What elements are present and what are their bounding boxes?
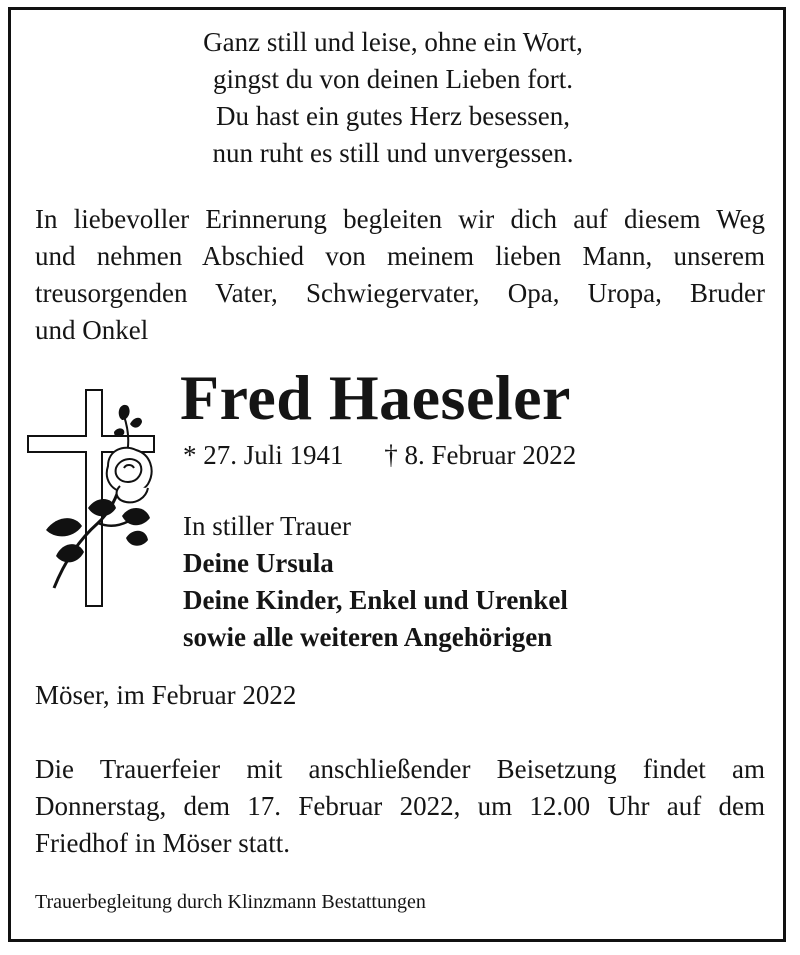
intro-line: treusorgenden Vater, Schwiegervater, Opa, Uropa, Bruder	[35, 278, 765, 308]
birth-date: * 27. Juli 1941	[183, 440, 344, 470]
poem-line: nun ruht es still und unvergessen.	[212, 138, 574, 168]
place-date: Möser, im Februar 2022	[35, 680, 297, 710]
undertaker-note: Trauerbegleitung durch Klinzmann Bestattungen	[35, 891, 426, 913]
mourners-intro: In stiller Trauer	[183, 511, 351, 541]
intro-line: In liebevoller Erinnerung begleiten wir dich auf diesem Weg	[35, 204, 765, 234]
intro-line: und Onkel	[35, 315, 149, 345]
intro-text	[35, 201, 765, 349]
cross-with-rose-icon	[26, 388, 166, 610]
mourner-line: Deine Kinder, Enkel und Urenkel	[183, 585, 568, 615]
mourner-line: Deine Ursula	[183, 548, 334, 578]
funeral-notice	[35, 751, 765, 862]
deceased-name: Fred Haeseler	[180, 362, 571, 433]
mourner-line: sowie alle weiteren Angehörigen	[183, 622, 553, 652]
funeral-line: Friedhof in Möser statt.	[35, 828, 290, 858]
mourners	[183, 508, 568, 656]
poem-line: Ganz still und leise, ohne ein Wort,	[203, 27, 583, 57]
funeral-line: Donnerstag, dem 17. Februar 2022, um 12.00 Uhr auf dem	[35, 791, 765, 821]
poem-line: gingst du von deinen Lieben fort.	[213, 64, 573, 94]
funeral-line: Die Trauerfeier mit anschließender Beisetzung findet am	[35, 754, 765, 784]
poem	[0, 24, 786, 172]
poem-line: Du hast ein gutes Herz besessen,	[216, 101, 570, 131]
life-dates	[183, 437, 576, 474]
death-date: † 8. Februar 2022	[384, 440, 577, 470]
intro-line: und nehmen Abschied von meinem lieben Mann, unserem	[35, 241, 765, 271]
